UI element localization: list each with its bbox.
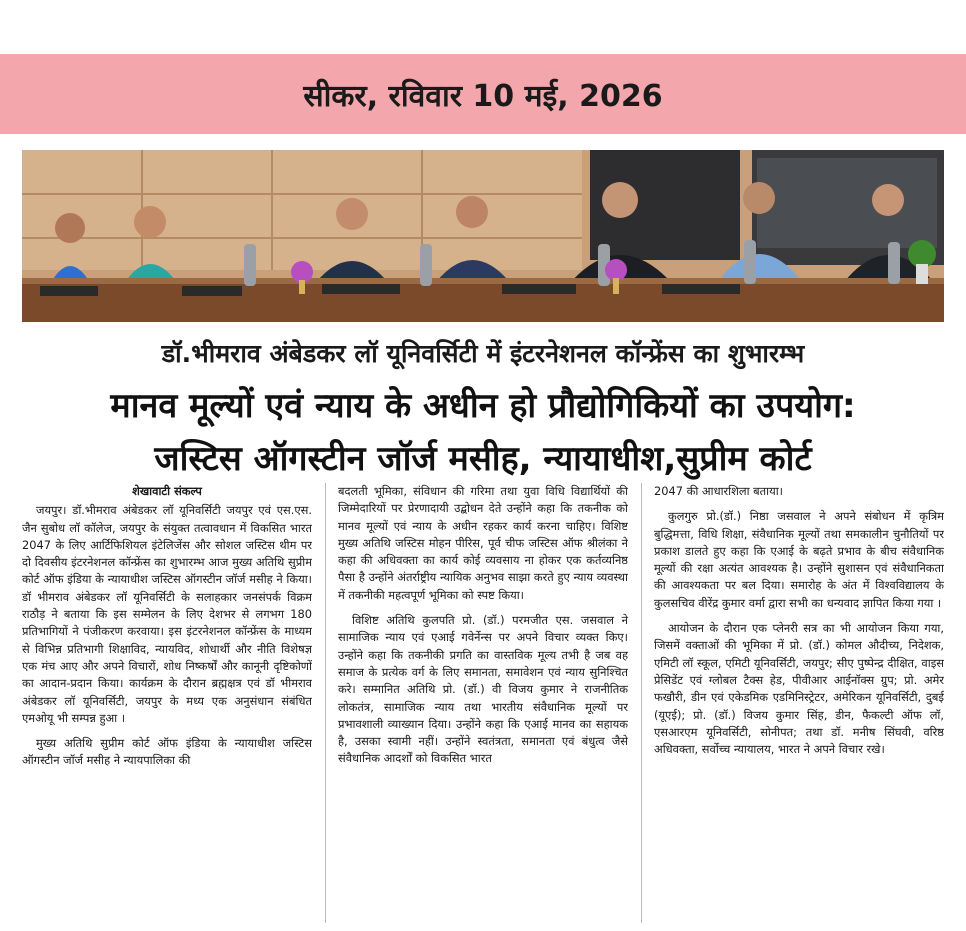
article-body (22, 483, 946, 923)
paragraph: मुख्य अतिथि सुप्रीम कोर्ट ऑफ इंडिया के न्यायाधीश जस्टिस ऑगस्टीन जॉर्ज मसीह ने न्यायपालिका की (22, 736, 312, 768)
conference-photo (22, 150, 944, 322)
article-column-3 (654, 483, 944, 923)
paragraph: आयोजन के दौरान एक प्लेनरी सत्र का भी आयोजन किया गया, जिसमें वक्ताओं की भूमिका में प्रो. (डॉ.) कोमल औदीच्य, निदेशक, एमिटी लॉ स्कूल, एमिटी यूनिवर्सिटी, जयपुर; सीए पुष्पेन्द्र दीक्षित, वाइस प्रेसिडेंट एवं ग्लोबल टैक्स हेड, पीवीआर आईनॉक्स ग्रुप; प्रो. अमेर फखौरी, डीन एवं एकेडमिक एडमिनिस्ट्रेटर, अमेरिकन यूनिवर्सिटी, दुबई (यूएई); प्रो. (डॉ.) विजय कुमार सिंह, डीन, फैकल्टी ऑफ लॉ, एसआरएम यूनिवर्सिटी, सोनीपत; तथा डॉ. मनीष सिंघवी, वरिष्ठ अधिवक्ता, सर्वोच्च न्यायालय, भारत ने अपने विचार रखे। (654, 621, 944, 757)
article-column-2 (338, 483, 628, 923)
byline: शेखावाटी संकल्प (132, 484, 202, 498)
paragraph: कुलगुरु प्रो.(डॉ.) निष्ठा जसवाल ने अपने संबोधन में कृत्रिम बुद्धिमत्ता, विधि शिक्षा, संवैधानिक मूल्यों तथा समकालीन चुनौतियों पर प्रकाश डालते हुए कहा कि एआई के बढ़ते प्रभाव के बीच संवैधानिक मूल्यों की रक्षा अत्यंत आवश्यक है। उन्होंने सुशासन एवं संवैधानिकता की आवश्यकता पर बल दिया। समारोह के अंत में विश्वविद्यालय के कुलसचिव वीरेंद्र कुमार वर्मा द्वारा सभी का धन्यवाद ज्ञापित किया गया । (654, 509, 944, 610)
dateline-text: सीकर, रविवार 10 मई, 2026 (303, 78, 663, 114)
paragraph: बदलती भूमिका, संविधान की गरिमा तथा युवा विधि विद्यार्थियों की जिम्मेदारियों पर प्रेरणादायी उद्बोधन देते उन्होंने कहा कि तकनीक को मानव मूल्यों एवं न्याय के अधीन रहकर कार्य करना चाहिए। विशिष्ट मुख्य अतिथि जस्टिस मोहन पीरिस, पूर्व चीफ जस्टिस ऑफ श्रीलंका ने कहा की अधिवक्ता का कार्य कोई व्यवसाय ना होकर एक कर्तव्यनिष्ठ पैसा है उन्होंने अंतर्राष्ट्रीय न्यायिक अनुभव साझा करते हुए न्याय व्यवस्था में तकनीकी महत्वपूर्ण भूमिका को स्पष्ट किया। (338, 484, 628, 602)
headline-line-1: मानव मूल्यों एवं न्याय के अधीन हो प्रौद्योगिकियों का उपयोग: (110, 386, 856, 426)
column-divider (641, 483, 642, 923)
article-column-1 (22, 483, 312, 923)
article-kicker: डॉ.भीमराव अंबेडकर लॉ यूनिवर्सिटी में इंटरनेशनल कॉन्फ्रेंस का शुभारम्भ (161, 339, 805, 368)
paragraph: विशिष्ट अतिथि कुलपति प्रो. (डॉ.) परमजीत एस. जसवाल ने सामाजिक न्याय एवं एआई गवेर्नेन्स पर अपने विचार व्यक्त किए। उन्होंने कहा कि तकनीकी प्रगति का वास्तविक मूल्य तभी है जब वह समाज के प्रत्येक वर्ग के लिए समानता, समावेशन एवं न्याय सुनिश्चित करे। सम्मानित अतिथि प्रो. (डॉ.) वी विजय कुमार ने राजनीतिक लोकतंत्र, सामाजिक न्याय तथा भारतीय संवैधानिक मूल्यों पर प्रभावशाली व्याख्यान दिया। उन्होंने कहा कि एआई मानव का सहायक है, उसका स्वामी नहीं। उन्होंने स्वतंत्रता, समानता एवं बंधुत्व जैसे संवैधानिक आदर्शों को विकसित भारत (338, 613, 628, 766)
article-headline (0, 380, 966, 486)
paragraph: जयपुर। डॉ.भीमराव अंबेडकर लॉ यूनिवर्सिटी जयपुर एवं एस.एस. जैन सुबोध लॉ कॉलेज, जयपुर के संयुक्त तत्वावधान में विकसित भारत 2047 के लिए आर्टिफिशियल इंटेलिजेंस और सोशल जस्टिस थीम पर दो दिवसीय इंटरनेशनल कॉन्फ्रेंस का शुभारम्भ आज मुख्य अतिथि सुप्रीम कोर्ट ऑफ इंडिया के न्यायाधीश जस्टिस ऑगस्टीन जॉर्ज मसीह ने किया। डॉ भीमराव अंबेडकर लॉ यूनिवर्सिटी के सलाहकार जनसंपर्क विक्रम राठौड़ ने बताया कि इस सम्मेलन के लिए देशभर से लगभग 180 प्रतिभागियों ने पंजीकरण करवाया। इस इंटरनेशनल कॉन्फ्रेंस के माध्यम से विभिन्न प्रतिभागी शिक्षाविद, न्यायविद, शोधार्थी और नीति विशेषज्ञ एक मंच आए और अपने विचारों, शोध निष्कर्षों और कानूनी दृष्टिकोणों का आदान-प्रदान किया। कार्यक्रम के दौरान ब्रह्मक्षत्र एवं डॉ भीमराव अंबेडकर लॉ यूनिवर्सिटी, जयपुर के मध्य एक अनुसंधान संबंधित एमओयू भी सम्पन्न हुआ । (22, 503, 312, 725)
paragraph: 2047 की आधारशिला बताया। (654, 484, 783, 498)
headline-line-2: जस्टिस ऑगस्टीन जॉर्ज मसीह, न्यायाधीश,सुप्रीम कोर्ट (154, 439, 812, 479)
column-divider (325, 483, 326, 923)
dateline-banner (0, 54, 966, 134)
